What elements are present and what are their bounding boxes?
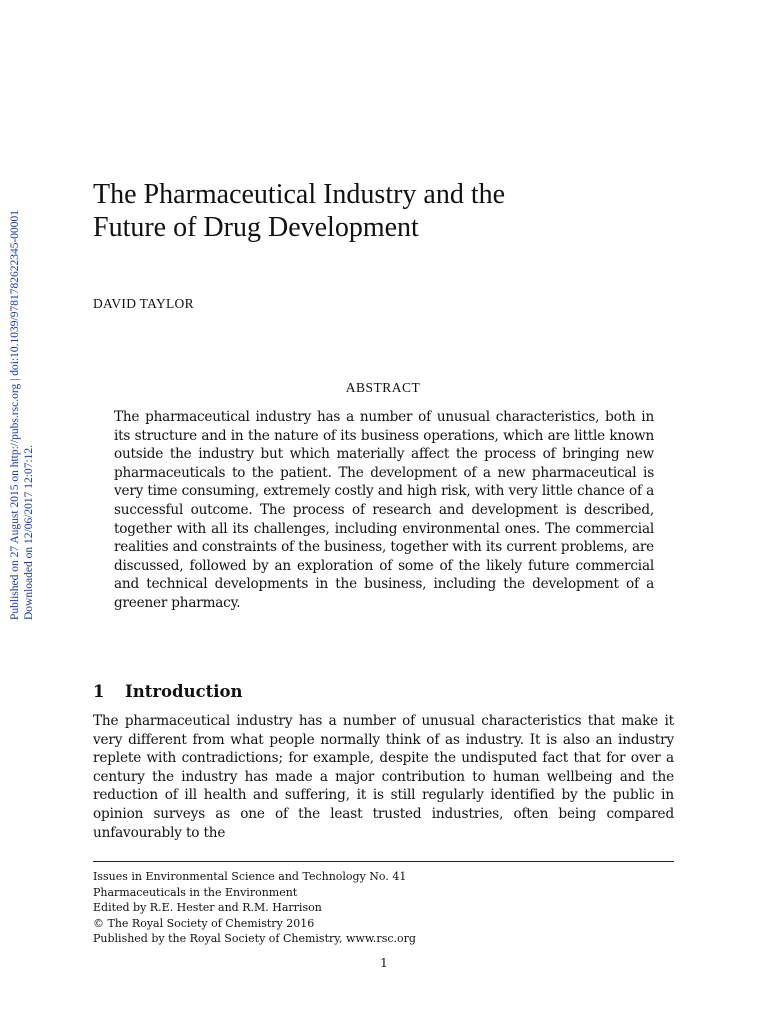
abstract-text: The pharmaceutical industry has a number of unusual characteristics, both in its structure and in the nature of its business operations, which are little known outside the industry but which materially affect the process of bringing new pharmaceuticals to the patient. The development of a new pharmaceutical is very time consuming, extremely costly and high risk, with very little chance of a successful outcome. The process of research and development is described, together with all its challenges, including environmental ones. The commercial realities and constraints of the business, together with its current problems, are discussed, followed by an exploration of some of the likely future commercial and technical developments in the business, including the development of a greener pharmacy.: [114, 409, 654, 611]
page-number: 1: [380, 956, 388, 970]
introduction-text: The pharmaceutical industry has a number of unusual characteristics that make it very different from what people normally think of as industry. It is also an industry replete with contradictions; for example, despite the undisputed fact that for over a century the industry has made a major contribution to human wellbeing and the reduction of ill health and suffering, it is still regularly identified by the public in opinion surveys as one of the least trusted industries, often being compared unfavourably to the: [93, 713, 674, 841]
article-title: [93, 178, 693, 244]
abstract-heading: ABSTRACT: [345, 380, 421, 395]
title-line-2: Future of Drug Development: [93, 212, 419, 243]
book-title-line: Pharmaceuticals in the Environment: [93, 885, 298, 899]
section-heading: [93, 682, 243, 701]
footnote-divider: [93, 861, 674, 862]
series-line: Issues in Environmental Science and Technology No. 41: [93, 870, 407, 883]
title-line-1: The Pharmaceutical Industry and the: [93, 179, 506, 210]
section-number: 1: [93, 682, 105, 701]
download-stamp: [8, 180, 36, 620]
publisher-line: Published by the Royal Society of Chemistry, www.rsc.org: [93, 932, 416, 946]
section-title: Introduction: [125, 682, 243, 701]
editors-line: Edited by R.E. Hester and R.M. Harrison: [93, 901, 322, 915]
published-doi-line: Published on 27 August 2015 on http://pubs.rsc.org | doi:10.1039/9781782622345-00001: [9, 209, 21, 620]
book-footnote: [93, 869, 674, 947]
downloaded-date-line: Downloaded on 12/06/2017 12:07:12.: [23, 444, 35, 620]
author-name: DAVID TAYLOR: [93, 296, 194, 311]
copyright-line: © The Royal Society of Chemistry 2016: [93, 916, 315, 930]
